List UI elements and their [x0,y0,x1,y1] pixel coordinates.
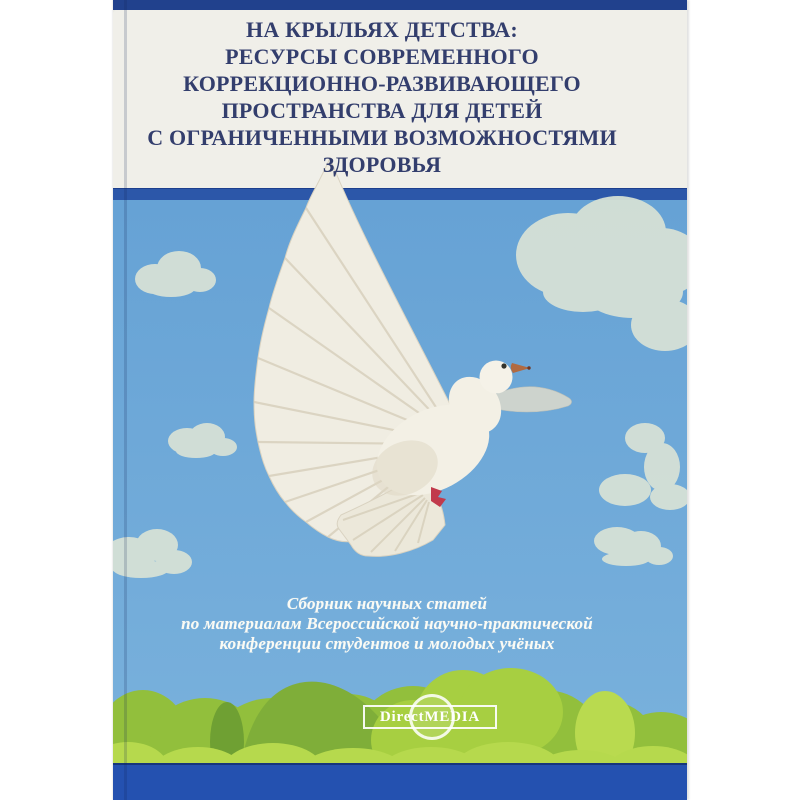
book-title [113,16,687,178]
book-title-line: РЕСУРСЫ СОВРЕМЕННОГО [225,44,539,69]
publisher-logo [363,705,497,729]
subtitle-line: конференции студентов и молодых учёных [219,634,555,653]
book-title-line: С ОГРАНИЧЕННЫМИ ВОЗМОЖНОСТЯМИ [147,125,617,150]
book-title-line: НА КРЫЛЬЯХ ДЕТСТВА: [246,17,518,42]
book-title-line: КОРРЕКЦИОННО-РАЗВИВАЮЩЕГО [183,71,581,96]
book-cover [113,0,687,800]
bushes [113,668,687,800]
subtitle-line: Сборник научных статей [286,594,488,613]
dove-illustration [254,158,572,556]
cover-hinge-line [124,0,127,800]
book-title-line: ЗДОРОВЬЯ [322,152,442,177]
book-subtitle [113,594,687,654]
book-title-line: ПРОСТРАНСТВА ДЛЯ ДЕТЕЙ [221,98,543,123]
publisher-logo-text: DirectMEDIA [379,708,481,725]
subtitle-line: по материалам Всероссийской научно-практической [181,614,593,633]
